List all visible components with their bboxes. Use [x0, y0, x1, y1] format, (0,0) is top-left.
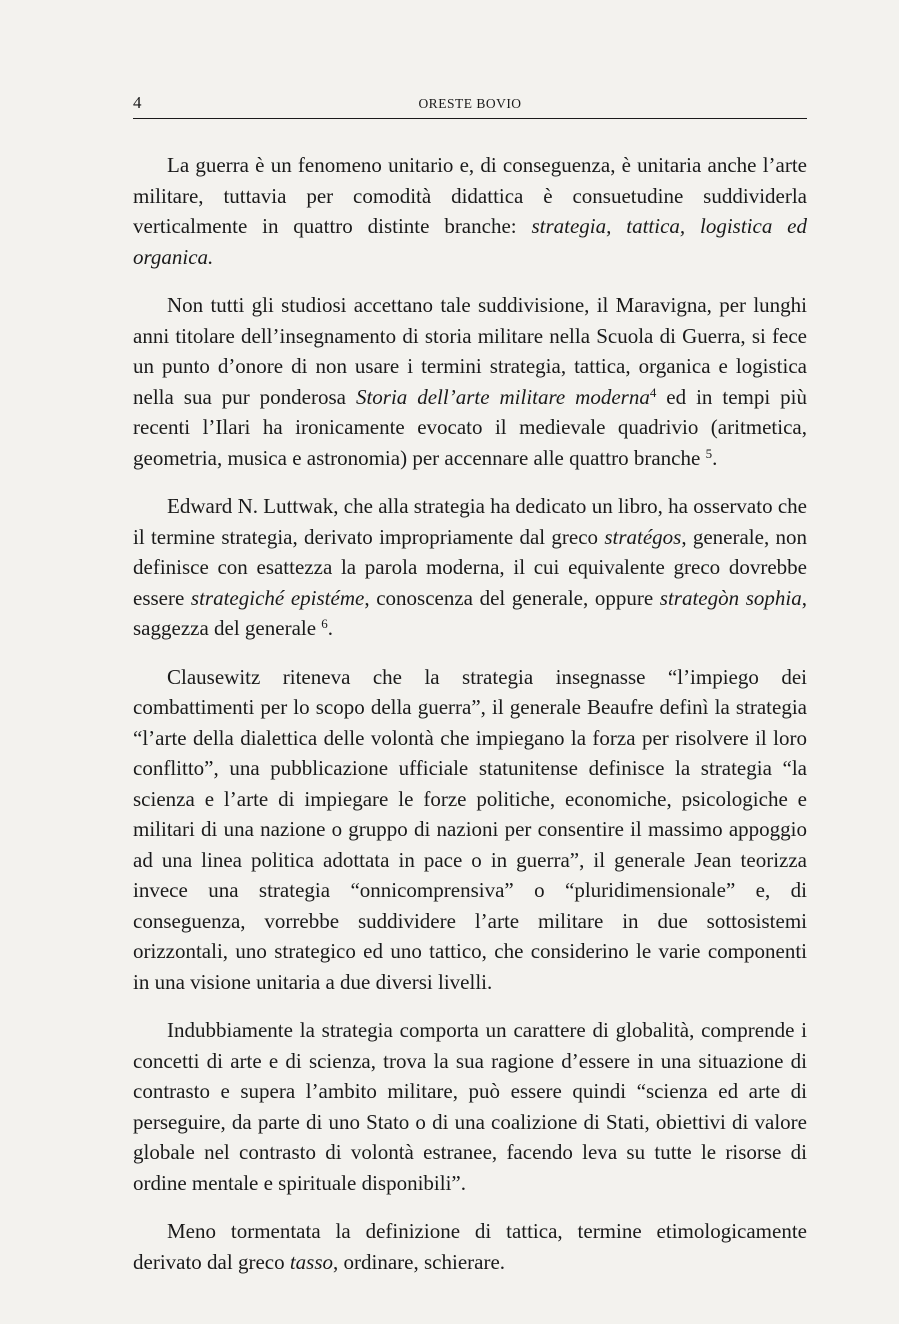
greek-term: tasso [289, 1249, 334, 1274]
greek-term: strategiché epistéme [190, 585, 365, 610]
greek-term: stratégos [604, 524, 682, 549]
paragraph-text: Meno tormentata la definizione di tattica, termine etimologicamente derivato dal greco [133, 1219, 807, 1274]
paragraph-5: Indubbiamente la strategia comporta un carattere di globalità, comprende i concetti di arte e di scienza, trova la sua ragione d’essere in una situazione di contrasto e supera l’ambito militare, può essere quindi “scienza ed arte di perseguire, da parte di uno Stato o di una coalizione di Stati, obiettivi di valore globale nel contrasto di volontà estranee, facendo leva su tutte le risorse di ordine mentale e spirituale disponibili”. [133, 1018, 807, 1195]
body-text [133, 150, 807, 1277]
greek-term: strategòn sophia [659, 585, 802, 610]
footnote-marker: 6 [321, 616, 328, 631]
page-header [133, 92, 807, 119]
paragraph-text: Edward N. Luttwak, che alla strategia ha dedicato un libro, ha osservato che il termine strategia, derivato impropriamente dal greco [133, 494, 807, 549]
paragraph-text: , saggezza del generale [133, 585, 807, 640]
running-head: ORESTE BOVIO [418, 96, 522, 111]
paragraph-1 [133, 150, 807, 272]
italic-term: strategia, tattica, logistica ed organica. [133, 214, 807, 269]
page-number: 4 [133, 93, 142, 112]
book-title: Storia dell’arte militare moderna [355, 384, 650, 409]
paragraph-text: La guerra è un fenomeno unitario e, di conseguenza, è unitaria anche l’arte militare, tuttavia per comodità didattica è consuetudine suddividerla verticalmente in quattro distinte branche: [133, 153, 807, 238]
paragraph-text: . [327, 616, 334, 640]
paragraph-2 [133, 290, 807, 473]
paragraph-text: , conoscenza del generale, oppure [364, 585, 660, 610]
paragraph-3 [133, 491, 807, 644]
footnote-marker: 4 [649, 384, 657, 400]
footnote-marker: 5 [705, 445, 713, 461]
paragraph-text: Non tutti gli studiosi accettano tale suddivisione, il Maravigna, per lunghi anni titolare dell’insegnamento di storia militare nella Scuola di Guerra, si fece un punto d’onore di non usare i termini strategia, tattica, organica e logistica nella sua pur ponderosa [133, 293, 807, 409]
paragraph-text: , ordinare, schierare. [333, 1249, 506, 1274]
paragraph-text: . [712, 445, 718, 470]
paragraph-6 [133, 1216, 807, 1277]
paragraph-text: ed in tempi più recenti l’Ilari ha ironicamente evocato il medievale quadrivio (aritmetica, geometria, musica e astronomia) per accennare alle quattro branche [133, 384, 807, 470]
paragraph-4: Clausewitz riteneva che la strategia insegnasse “l’impiego dei combattimenti per lo scopo della guerra”, il generale Beaufre definì la strategia “l’arte della dialettica delle volontà che impiegano la forza per risolvere il loro conflitto”, una pubblicazione ufficiale statunitense definisce la strategia “la scienza e l’arte di impiegare le forze politiche, economiche, psicologiche e militari di una nazione o gruppo di nazioni per consentire il massimo appoggio ad una linea politica adottata in pace o in guerra”, il generale Jean teorizza invece una strategia “onnicomprensiva” o “pluridimensionale” e, di conseguenza, vorrebbe suddividere l’arte militare in due sottosistemi orizzontali, uno strategico ed uno tattico, che considerino le varie componenti in una visione unitaria a due diversi livelli. [133, 664, 807, 994]
paragraph-text: , generale, non definisce con esattezza la parola moderna, il cui equivalente greco dovrebbe essere [133, 524, 807, 610]
